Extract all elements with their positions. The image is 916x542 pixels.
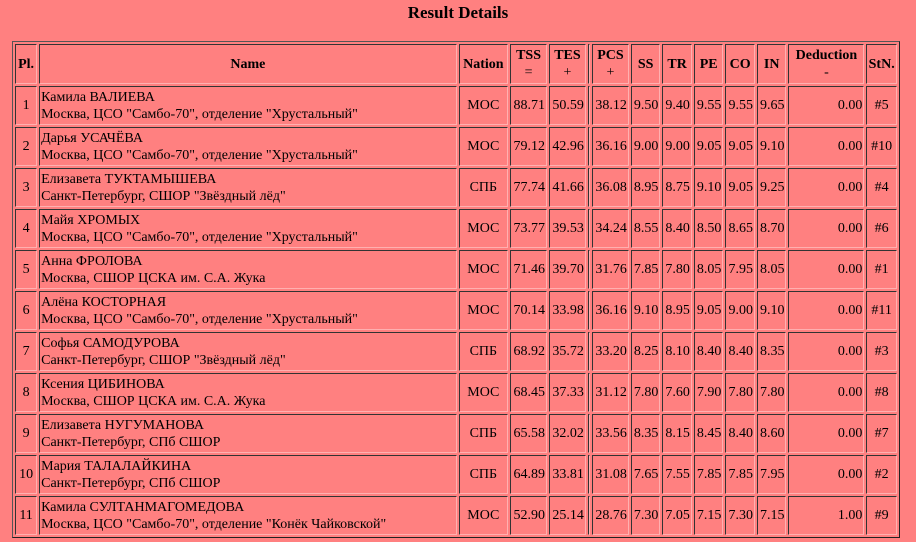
cell-pcs: 34.24 [592, 209, 629, 248]
cell-in: 7.95 [757, 455, 787, 494]
cell-name [39, 496, 456, 535]
cell-spacer [588, 168, 590, 207]
cell-pcs: 36.08 [592, 168, 629, 207]
table-row [15, 496, 897, 535]
cell-pcs: 31.08 [592, 455, 629, 494]
cell-tes: 39.53 [549, 209, 586, 248]
skater-club: Москва, СШОР ЦСКА им. С.А. Жука [41, 270, 266, 286]
cell-ss: 8.55 [631, 209, 661, 248]
skater-name: Софья САМОДУРОВА [41, 335, 180, 351]
cell-ss: 9.50 [631, 86, 661, 125]
skater-name: Елизавета НУГУМАНОВА [41, 417, 205, 433]
skater-club: Москва, ЦСО "Самбо-70", отделение "Хрустальный" [41, 311, 358, 327]
table-row [15, 168, 897, 207]
cell-nation: МОС [459, 291, 509, 330]
cell-ss: 9.00 [631, 127, 661, 166]
cell-pe: 7.85 [694, 455, 724, 494]
skater-club: Москва, ЦСО "Самбо-70", отделение "Хрустальный" [41, 106, 358, 122]
cell-tr: 8.10 [662, 332, 692, 371]
col-header-deduction-sub: - [824, 65, 829, 80]
cell-start-number: #1 [866, 250, 897, 289]
cell-name [39, 168, 456, 207]
cell-spacer [588, 373, 590, 412]
cell-pe: 8.45 [694, 414, 724, 453]
col-header-deduction [788, 44, 864, 84]
cell-start-number: #11 [866, 291, 897, 330]
cell-tss: 68.45 [510, 373, 547, 412]
cell-nation: СПБ [459, 332, 509, 371]
col-header-nation: Nation [459, 44, 509, 84]
cell-deduction: 0.00 [788, 291, 864, 330]
cell-nation: СПБ [459, 455, 509, 494]
cell-spacer [588, 209, 590, 248]
cell-tr: 7.80 [662, 250, 692, 289]
cell-tss: 79.12 [510, 127, 547, 166]
cell-pe: 7.90 [694, 373, 724, 412]
skater-name: Камила ВАЛИЕВА [41, 89, 155, 105]
cell-name [39, 455, 456, 494]
cell-pe: 8.05 [694, 250, 724, 289]
cell-tr: 7.55 [662, 455, 692, 494]
cell-co: 9.55 [725, 86, 755, 125]
skater-name: Анна ФРОЛОВА [41, 253, 143, 269]
cell-tr: 8.40 [662, 209, 692, 248]
cell-place: 4 [15, 209, 37, 248]
cell-pcs: 36.16 [592, 291, 629, 330]
cell-start-number: #4 [866, 168, 897, 207]
cell-pe: 8.40 [694, 332, 724, 371]
col-header-deduction-label: Deduction [795, 48, 858, 63]
cell-place: 10 [15, 455, 37, 494]
cell-start-number: #9 [866, 496, 897, 535]
cell-spacer [588, 414, 590, 453]
cell-place: 11 [15, 496, 37, 535]
cell-place: 5 [15, 250, 37, 289]
col-header-pcs [592, 44, 629, 84]
cell-pcs: 31.76 [592, 250, 629, 289]
cell-co: 7.85 [725, 455, 755, 494]
cell-pcs: 38.12 [592, 86, 629, 125]
cell-name [39, 291, 456, 330]
cell-name [39, 414, 456, 453]
table-row [15, 209, 897, 248]
skater-club: Москва, СШОР ЦСКА им. С.А. Жука [41, 393, 266, 409]
col-header-tes-label: TES [554, 48, 581, 63]
cell-place: 3 [15, 168, 37, 207]
cell-ss: 9.10 [631, 291, 661, 330]
cell-deduction: 0.00 [788, 455, 864, 494]
cell-co: 8.40 [725, 414, 755, 453]
cell-pcs: 28.76 [592, 496, 629, 535]
col-header-pe: PE [694, 44, 724, 84]
cell-tes: 33.81 [549, 455, 586, 494]
cell-place: 6 [15, 291, 37, 330]
result-table [12, 41, 900, 538]
cell-nation: МОС [459, 209, 509, 248]
cell-place: 2 [15, 127, 37, 166]
col-header-in: IN [757, 44, 787, 84]
page-title: Result Details [407, 3, 509, 22]
skater-name: Ксения ЦИБИНОВА [41, 376, 165, 392]
col-header-pcs-label: PCS [597, 48, 624, 63]
cell-pe: 7.15 [694, 496, 724, 535]
cell-name [39, 332, 456, 371]
cell-ss: 7.85 [631, 250, 661, 289]
cell-name [39, 209, 456, 248]
cell-spacer [588, 291, 590, 330]
cell-ss: 8.95 [631, 168, 661, 207]
cell-tes: 37.33 [549, 373, 586, 412]
skater-club: Москва, ЦСО "Самбо-70", отделение "Конёк Чайковской" [41, 516, 387, 532]
cell-nation: МОС [459, 496, 509, 535]
cell-deduction: 1.00 [788, 496, 864, 535]
cell-pe: 9.10 [694, 168, 724, 207]
col-header-pcs-sub: + [606, 65, 615, 80]
cell-in: 8.35 [757, 332, 787, 371]
col-header-tes-sub: + [563, 65, 572, 80]
col-header-pl: Pl. [15, 44, 37, 84]
cell-start-number: #7 [866, 414, 897, 453]
cell-spacer [588, 455, 590, 494]
cell-tss: 65.58 [510, 414, 547, 453]
cell-pcs: 33.20 [592, 332, 629, 371]
col-header-co: CO [725, 44, 755, 84]
cell-start-number: #10 [866, 127, 897, 166]
cell-pe: 9.05 [694, 291, 724, 330]
table-row [15, 332, 897, 371]
cell-tes: 32.02 [549, 414, 586, 453]
cell-in: 7.15 [757, 496, 787, 535]
cell-spacer [588, 496, 590, 535]
cell-tss: 88.71 [510, 86, 547, 125]
cell-in: 8.70 [757, 209, 787, 248]
cell-deduction: 0.00 [788, 414, 864, 453]
skater-name: Елизавета ТУКТАМЫШЕВА [41, 171, 217, 187]
cell-place: 8 [15, 373, 37, 412]
table-row [15, 250, 897, 289]
cell-nation: МОС [459, 127, 509, 166]
cell-co: 7.80 [725, 373, 755, 412]
skater-club: Санкт-Петербург, СШОР "Звёздный лёд" [41, 188, 286, 204]
skater-club: Москва, ЦСО "Самбо-70", отделение "Хрустальный" [41, 229, 358, 245]
cell-tr: 7.60 [662, 373, 692, 412]
cell-nation: МОС [459, 250, 509, 289]
skater-club: Санкт-Петербург, СПб СШОР [41, 434, 221, 450]
cell-in: 9.25 [757, 168, 787, 207]
cell-start-number: #6 [866, 209, 897, 248]
cell-tr: 9.40 [662, 86, 692, 125]
cell-pcs: 33.56 [592, 414, 629, 453]
col-header-tss-sub: = [524, 65, 533, 80]
cell-name [39, 86, 456, 125]
cell-pe: 8.50 [694, 209, 724, 248]
col-header-tes [549, 44, 586, 84]
cell-tes: 42.96 [549, 127, 586, 166]
col-header-tss-label: TSS [516, 48, 542, 63]
cell-pe: 9.05 [694, 127, 724, 166]
cell-tss: 64.89 [510, 455, 547, 494]
cell-ss: 8.35 [631, 414, 661, 453]
skater-club: Санкт-Петербург, СШОР "Звёздный лёд" [41, 352, 286, 368]
cell-start-number: #2 [866, 455, 897, 494]
skater-name: Майя ХРОМЫХ [41, 212, 141, 228]
cell-tes: 33.98 [549, 291, 586, 330]
cell-tes: 25.14 [549, 496, 586, 535]
col-header-spacer [588, 44, 590, 84]
col-header-tr: TR [662, 44, 692, 84]
col-header-ss: SS [631, 44, 661, 84]
cell-tss: 77.74 [510, 168, 547, 207]
skater-club: Москва, ЦСО "Самбо-70", отделение "Хрустальный" [41, 147, 358, 163]
cell-tr: 9.00 [662, 127, 692, 166]
cell-pcs: 36.16 [592, 127, 629, 166]
cell-in: 8.60 [757, 414, 787, 453]
cell-name [39, 250, 456, 289]
table-row [15, 414, 897, 453]
cell-name [39, 127, 456, 166]
cell-in: 9.65 [757, 86, 787, 125]
cell-in: 7.80 [757, 373, 787, 412]
cell-ss: 7.80 [631, 373, 661, 412]
cell-tss: 73.77 [510, 209, 547, 248]
cell-co: 9.05 [725, 127, 755, 166]
cell-nation: МОС [459, 86, 509, 125]
cell-co: 7.95 [725, 250, 755, 289]
cell-tr: 8.75 [662, 168, 692, 207]
cell-co: 8.40 [725, 332, 755, 371]
cell-spacer [588, 86, 590, 125]
cell-tes: 39.70 [549, 250, 586, 289]
table-row [15, 127, 897, 166]
cell-deduction: 0.00 [788, 250, 864, 289]
cell-tss: 68.92 [510, 332, 547, 371]
table-row [15, 373, 897, 412]
skater-name: Мария ТАЛАЛАЙКИНА [41, 458, 192, 474]
cell-co: 9.00 [725, 291, 755, 330]
col-header-name: Name [39, 44, 456, 84]
cell-co: 7.30 [725, 496, 755, 535]
table-row [15, 86, 897, 125]
table-row [15, 455, 897, 494]
cell-deduction: 0.00 [788, 168, 864, 207]
cell-deduction: 0.00 [788, 373, 864, 412]
cell-ss: 7.30 [631, 496, 661, 535]
cell-in: 8.05 [757, 250, 787, 289]
cell-tss: 71.46 [510, 250, 547, 289]
cell-tr: 8.95 [662, 291, 692, 330]
skater-club: Санкт-Петербург, СПб СШОР [41, 475, 221, 491]
cell-tr: 7.05 [662, 496, 692, 535]
cell-place: 7 [15, 332, 37, 371]
cell-in: 9.10 [757, 127, 787, 166]
cell-tr: 8.15 [662, 414, 692, 453]
header-row [15, 44, 897, 84]
cell-deduction: 0.00 [788, 209, 864, 248]
cell-nation: МОС [459, 373, 509, 412]
cell-ss: 8.25 [631, 332, 661, 371]
skater-name: Алёна КОСТОРНАЯ [41, 294, 167, 310]
cell-tes: 41.66 [549, 168, 586, 207]
cell-deduction: 0.00 [788, 86, 864, 125]
cell-place: 1 [15, 86, 37, 125]
cell-nation: СПБ [459, 168, 509, 207]
cell-tss: 70.14 [510, 291, 547, 330]
cell-start-number: #3 [866, 332, 897, 371]
cell-tes: 35.72 [549, 332, 586, 371]
cell-place: 9 [15, 414, 37, 453]
col-header-tss [510, 44, 547, 84]
cell-spacer [588, 332, 590, 371]
cell-deduction: 0.00 [788, 127, 864, 166]
cell-tss: 52.90 [510, 496, 547, 535]
cell-co: 8.65 [725, 209, 755, 248]
cell-tes: 50.59 [549, 86, 586, 125]
cell-start-number: #8 [866, 373, 897, 412]
cell-pe: 9.55 [694, 86, 724, 125]
table-row [15, 291, 897, 330]
cell-start-number: #5 [866, 86, 897, 125]
cell-in: 9.10 [757, 291, 787, 330]
cell-spacer [588, 250, 590, 289]
cell-ss: 7.65 [631, 455, 661, 494]
cell-deduction: 0.00 [788, 332, 864, 371]
cell-nation: СПБ [459, 414, 509, 453]
col-header-stn: StN. [866, 44, 897, 84]
cell-pcs: 31.12 [592, 373, 629, 412]
skater-name: Камила СУЛТАНМАГОМЕДОВА [41, 499, 245, 515]
cell-spacer [588, 127, 590, 166]
cell-co: 9.05 [725, 168, 755, 207]
cell-name [39, 373, 456, 412]
skater-name: Дарья УСАЧЁВА [41, 130, 143, 146]
